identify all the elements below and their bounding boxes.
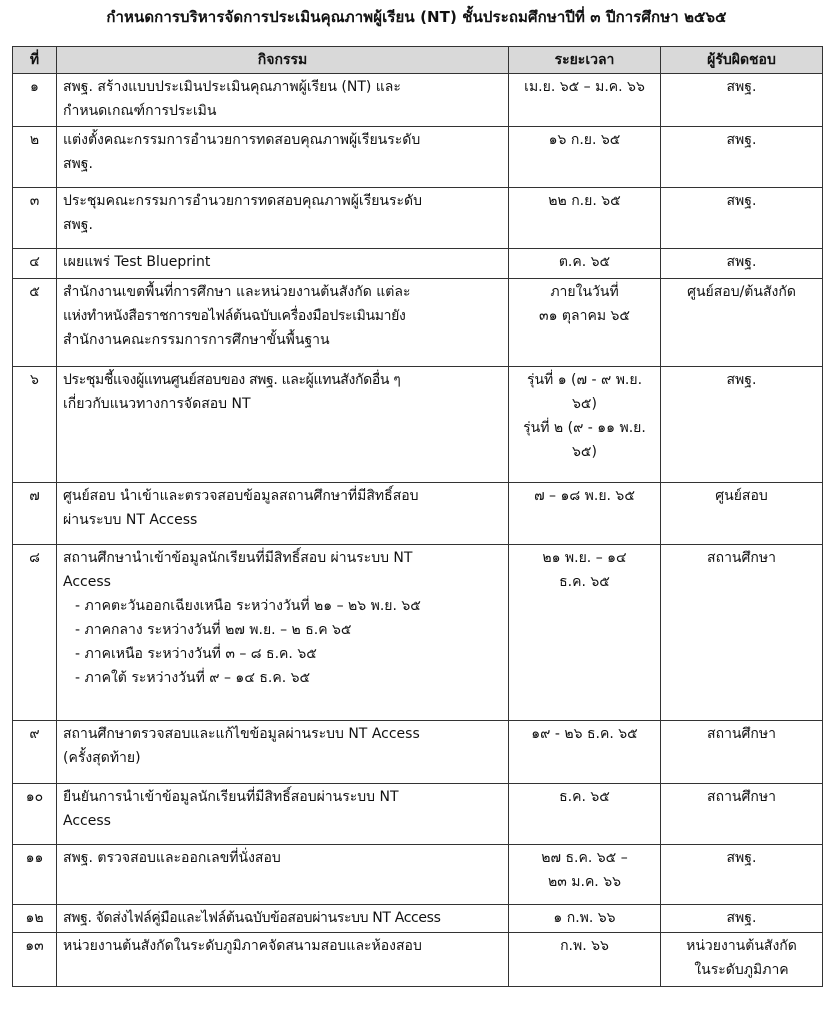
row-period (509, 933, 661, 987)
table-row (13, 483, 823, 545)
activity-line: เผยแพร่ Test Blueprint (63, 254, 211, 270)
responsible-line: ในระดับภูมิภาค (694, 962, 789, 978)
period-line: ก.พ. ๖๖ (560, 938, 609, 954)
row-activity (57, 279, 509, 367)
region-schedule-item: - ภาคเหนือ ระหว่างวันที่ ๓ – ๘ ธ.ค. ๖๕ (75, 646, 317, 662)
responsible-line: สพฐ. (726, 910, 757, 926)
table-row (13, 784, 823, 845)
activity-line: สพฐ. ตรวจสอบและออกเลขที่นั่งสอบ (63, 850, 281, 866)
period-line: ๒๗ ธ.ค. ๖๕ – (541, 850, 628, 866)
row-number: ๑๑ (13, 845, 57, 905)
row-activity (57, 545, 509, 721)
period-line: ๒๓ ม.ค. ๖๖ (548, 874, 621, 890)
activity-line: ประชุมชี้แจงผู้แทนศูนย์สอบของ สพฐ. และผู้แทนสังกัดอื่น ๆ (63, 372, 401, 388)
row-responsible (661, 367, 823, 483)
row-responsible (661, 279, 823, 367)
header-period: ระยะเวลา (509, 47, 661, 74)
activity-line: สถานศึกษาตรวจสอบและแก้ไขข้อมูลผ่านระบบ NT Access (63, 726, 420, 742)
responsible-line: สถานศึกษา (707, 550, 776, 566)
schedule-table (12, 46, 823, 987)
activity-line: สพฐ. จัดส่งไฟล์คู่มือและไฟล์ต้นฉบับข้อสอบผ่านระบบ NT Access (63, 910, 441, 926)
activity-line: แห่งทำหนังสือราชการขอไฟล์ต้นฉบับเครื่องมือประเมินมายัง (63, 308, 406, 324)
responsible-line: ศูนย์สอบ/ต้นสังกัด (687, 284, 796, 300)
table-row (13, 933, 823, 987)
table-row (13, 249, 823, 279)
activity-line: กำหนดเกณฑ์การประเมิน (63, 103, 217, 119)
period-line: ๒๒ ก.ย. ๖๕ (548, 193, 621, 209)
period-line: เม.ย. ๖๕ – ม.ค. ๖๖ (524, 79, 645, 95)
activity-line: ผ่านระบบ NT Access (63, 512, 198, 528)
row-activity (57, 188, 509, 249)
row-number: ๖ (13, 367, 57, 483)
activity-line: Access (63, 574, 111, 590)
activity-line: สถานศึกษานำเข้าข้อมูลนักเรียนที่มีสิทธิ์สอบ ผ่านระบบ NT (63, 550, 413, 566)
table-row (13, 127, 823, 188)
responsible-line: สพฐ. (726, 254, 757, 270)
period-line: ๖๕) (572, 444, 597, 460)
period-line: รุ่นที่ ๒ (๙ - ๑๑ พ.ย. (523, 420, 646, 436)
row-responsible (661, 784, 823, 845)
activity-line: สำนักงานคณะกรรมการการศึกษาขั้นพื้นฐาน (63, 332, 330, 348)
row-period (509, 188, 661, 249)
responsible-line: สพฐ. (726, 372, 757, 388)
responsible-line: สถานศึกษา (707, 789, 776, 805)
period-line: ธ.ค. ๖๕ (559, 574, 610, 590)
row-period (509, 845, 661, 905)
period-line: ๑๙ - ๒๖ ธ.ค. ๖๕ (531, 726, 638, 742)
row-period (509, 279, 661, 367)
period-line: ๑ ก.พ. ๖๖ (553, 910, 616, 926)
activity-line: Access (63, 813, 111, 829)
region-schedule-item: - ภาคใต้ ระหว่างวันที่ ๙ – ๑๔ ธ.ค. ๖๕ (75, 670, 311, 686)
table-row (13, 845, 823, 905)
table-row (13, 188, 823, 249)
row-activity (57, 721, 509, 784)
document-title: กำหนดการบริหารจัดการประเมินคุณภาพผู้เรียน (NT) ชั้นประถมศึกษาปีที่ ๓ ปีการศึกษา ๒๕๖๕ (106, 8, 727, 26)
activity-line: เกี่ยวกับแนวทางการจัดสอบ NT (63, 396, 251, 412)
table-row (13, 905, 823, 933)
row-responsible (661, 845, 823, 905)
table-row (13, 545, 823, 721)
row-responsible (661, 483, 823, 545)
row-activity (57, 483, 509, 545)
row-period (509, 249, 661, 279)
activity-line: สพฐ. สร้างแบบประเมินประเมินคุณภาพผู้เรียน (NT) และ (63, 79, 401, 95)
row-number: ๘ (13, 545, 57, 721)
period-line: ๑๖ ก.ย. ๖๕ (548, 132, 621, 148)
row-period (509, 905, 661, 933)
row-activity (57, 127, 509, 188)
row-number: ๑๐ (13, 784, 57, 845)
row-number: ๑ (13, 74, 57, 127)
activity-line: ยืนยันการนำเข้าข้อมูลนักเรียนที่มีสิทธิ์สอบผ่านระบบ NT (63, 789, 399, 805)
row-activity (57, 845, 509, 905)
responsible-line: สพฐ. (726, 850, 757, 866)
activity-line: สำนักงานเขตพื้นที่การศึกษา และหน่วยงานต้นสังกัด แต่ละ (63, 284, 411, 300)
row-responsible (661, 905, 823, 933)
row-period (509, 483, 661, 545)
period-line: ธ.ค. ๖๕ (559, 789, 610, 805)
responsible-line: ศูนย์สอบ (715, 488, 768, 504)
responsible-line: สพฐ. (726, 193, 757, 209)
responsible-line: สพฐ. (726, 132, 757, 148)
row-activity (57, 905, 509, 933)
activity-line: แต่งตั้งคณะกรรมการอำนวยการทดสอบคุณภาพผู้เรียนระดับ (63, 132, 421, 148)
row-responsible (661, 74, 823, 127)
row-activity (57, 784, 509, 845)
row-number: ๑๒ (13, 905, 57, 933)
header-no: ที่ (13, 47, 57, 74)
row-responsible (661, 721, 823, 784)
row-number: ๕ (13, 279, 57, 367)
row-period (509, 784, 661, 845)
row-activity (57, 249, 509, 279)
table-row (13, 74, 823, 127)
period-line: ๗ – ๑๘ พ.ย. ๖๕ (534, 488, 635, 504)
responsible-line: หน่วยงานต้นสังกัด (686, 938, 797, 954)
row-responsible (661, 188, 823, 249)
row-number: ๔ (13, 249, 57, 279)
activity-line: ประชุมคณะกรรมการอำนวยการทดสอบคุณภาพผู้เรียนระดับ (63, 193, 423, 209)
activity-line: สพฐ. (63, 217, 93, 233)
row-number: ๙ (13, 721, 57, 784)
row-activity (57, 74, 509, 127)
row-responsible (661, 545, 823, 721)
row-period (509, 545, 661, 721)
row-responsible (661, 127, 823, 188)
period-line: ๓๑ ตุลาคม ๖๕ (539, 308, 630, 324)
table-row (13, 279, 823, 367)
period-line: รุ่นที่ ๑ (๗ - ๙ พ.ย. (526, 372, 643, 388)
row-number: ๒ (13, 127, 57, 188)
row-period (509, 74, 661, 127)
row-period (509, 127, 661, 188)
row-responsible (661, 933, 823, 987)
activity-line: ศูนย์สอบ นำเข้าและตรวจสอบข้อมูลสถานศึกษาที่มีสิทธิ์สอบ (63, 488, 419, 504)
table-row (13, 721, 823, 784)
activity-line: (ครั้งสุดท้าย) (63, 750, 141, 766)
period-line: ๖๕) (572, 396, 597, 412)
period-line: ๒๑ พ.ย. – ๑๔ (542, 550, 627, 566)
header-activity: กิจกรรม (57, 47, 509, 74)
responsible-line: สพฐ. (726, 79, 757, 95)
region-schedule-item: - ภาคตะวันออกเฉียงเหนือ ระหว่างวันที่ ๒๑ – ๒๖ พ.ย. ๖๕ (75, 598, 421, 614)
responsible-line: สถานศึกษา (707, 726, 776, 742)
row-activity (57, 933, 509, 987)
period-line: ภายในวันที่ (550, 284, 619, 300)
table-row (13, 367, 823, 483)
table-header-row (13, 47, 823, 74)
activity-line: หน่วยงานต้นสังกัดในระดับภูมิภาคจัดสนามสอบและห้องสอบ (63, 938, 422, 954)
activity-line: สพฐ. (63, 156, 93, 172)
period-line: ต.ค. ๖๕ (558, 254, 611, 270)
row-activity (57, 367, 509, 483)
row-number: ๗ (13, 483, 57, 545)
row-number: ๑๓ (13, 933, 57, 987)
row-number: ๓ (13, 188, 57, 249)
region-schedule-item: - ภาคกลาง ระหว่างวันที่ ๒๗ พ.ย. – ๒ ธ.ค ๖๕ (75, 622, 352, 638)
row-responsible (661, 249, 823, 279)
header-responsible: ผู้รับผิดชอบ (661, 47, 823, 74)
row-period (509, 367, 661, 483)
row-period (509, 721, 661, 784)
